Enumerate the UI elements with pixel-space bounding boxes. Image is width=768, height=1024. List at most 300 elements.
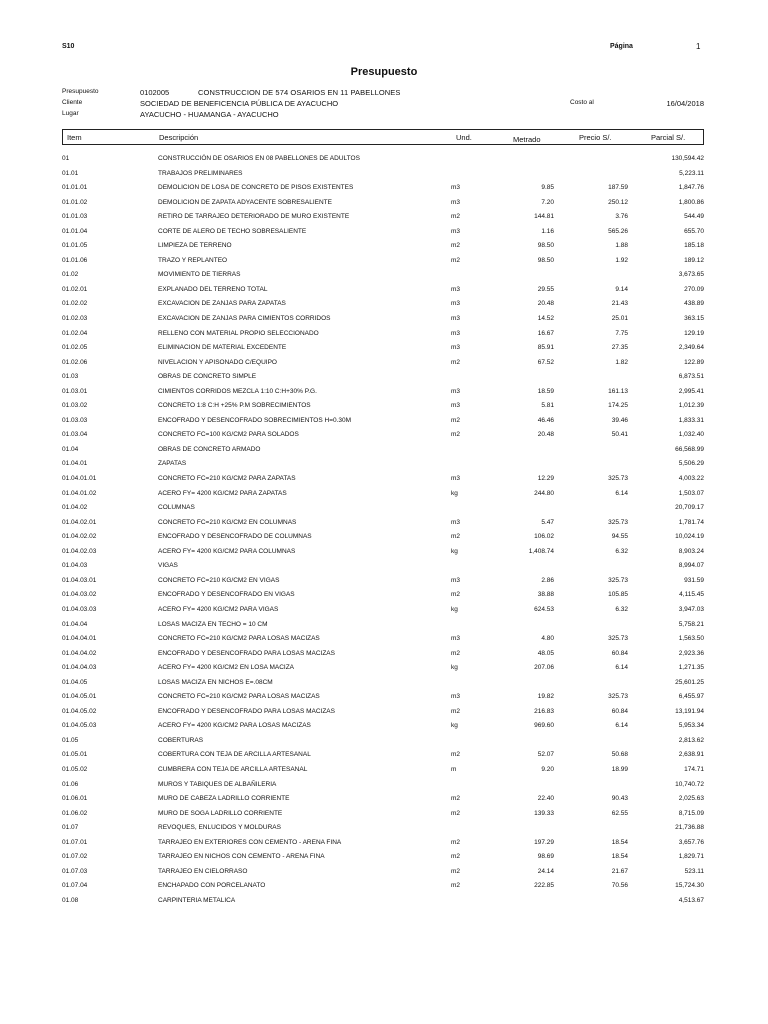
cell-item: 01.04.03.02 [62, 591, 97, 599]
cell-description: CONSTRUCCIÓN DE OSARIOS EN 08 PABELLONES DE ADULTOS [158, 155, 360, 162]
table-row [62, 792, 704, 807]
cell-unit: m2 [451, 867, 461, 875]
table-row [62, 167, 704, 182]
cell-item: 01.04.04.03 [62, 664, 97, 672]
cell-parcial: 655.70 [684, 227, 704, 235]
column-header-item: Item [67, 133, 82, 142]
cell-parcial: 8,903.24 [678, 547, 704, 555]
table-row [62, 225, 704, 240]
cell-parcial: 21,736.88 [675, 824, 704, 832]
table-row [62, 588, 704, 603]
cell-unit: m2 [451, 416, 461, 424]
cell-parcial: 2,025.63 [678, 795, 704, 803]
cell-description: CONCRETO FC=210 KG/CM2 EN VIGAS [158, 576, 280, 584]
cell-unit: kg [451, 489, 458, 497]
meta-lugar-row [62, 110, 712, 121]
cell-metrado: 85.91 [537, 344, 554, 352]
column-header-metrado: Metrado [513, 135, 541, 144]
table-row [62, 327, 704, 342]
cell-parcial: 5,953.34 [678, 722, 704, 730]
table-row [62, 370, 704, 385]
cell-parcial: 185.18 [684, 242, 704, 250]
cell-parcial: 438.89 [684, 300, 704, 308]
cell-precio: 105.85 [608, 591, 628, 599]
cell-item: 01.01.02 [62, 198, 88, 206]
cell-description: CONCRETO FC=210 KG/CM2 EN COLUMNAS [158, 518, 297, 526]
table-row [62, 865, 704, 880]
cell-unit: m3 [451, 387, 461, 395]
cell-precio: 325.73 [608, 576, 628, 584]
cell-parcial: 1,012.39 [678, 402, 704, 410]
table-row [62, 312, 704, 327]
cell-metrado: 48.05 [537, 649, 554, 657]
cell-precio: 18.99 [611, 765, 628, 773]
cell-item: 01.04.05.03 [62, 722, 97, 730]
cell-parcial: 1,829.71 [678, 853, 704, 861]
cell-metrado: 624.53 [534, 605, 554, 613]
cell-description: CARPINTERIA METALICA [158, 896, 236, 904]
table-row [62, 297, 704, 312]
table-row [62, 559, 704, 574]
cell-parcial: 6,455.97 [678, 693, 704, 701]
cell-metrado: 216.83 [534, 707, 554, 715]
cell-description: COBERTURAS [158, 736, 204, 744]
cell-item: 01.04.03 [62, 562, 88, 570]
cell-item: 01.04.03.03 [62, 605, 97, 613]
cell-parcial: 1,800.86 [678, 198, 704, 206]
cell-description: OBRAS DE CONCRETO ARMADO [158, 445, 261, 453]
cell-unit: m2 [451, 882, 461, 890]
table-row [62, 414, 704, 429]
cell-metrado: 5.81 [541, 402, 554, 410]
cell-description: CIMIENTOS CORRIDOS MEZCLA 1:10 C:H+30% P.G. [158, 387, 317, 395]
cell-metrado: 98.50 [537, 256, 554, 264]
table-row [62, 850, 704, 865]
cell-precio: 6.14 [615, 664, 628, 672]
cell-metrado: 20.48 [537, 431, 554, 439]
cell-metrado: 29.55 [537, 285, 554, 293]
table-row [62, 530, 704, 545]
presupuesto-code: 0102005 [140, 88, 170, 97]
cell-item: 01.04.02 [62, 504, 88, 512]
cell-description: ZAPATAS [158, 460, 187, 468]
table-row [62, 603, 704, 618]
cell-unit: m2 [451, 853, 461, 861]
cell-item: 01.07.03 [62, 867, 88, 875]
cell-unit: m3 [451, 285, 461, 293]
cell-item: 01.08 [62, 896, 79, 904]
cell-precio: 9.14 [615, 285, 628, 293]
cell-precio: 6.32 [615, 605, 628, 613]
column-header-precio: Precio S/. [579, 133, 612, 142]
cell-item: 01.04.04.02 [62, 649, 97, 657]
table-row [62, 748, 704, 763]
presupuesto-label: Presupuesto [62, 88, 99, 95]
cell-description: LIMPIEZA DE TERRENO [158, 242, 232, 250]
cell-unit: m2 [451, 213, 461, 221]
cell-description: CONCRETO 1:8 C:H +25% P.M SOBRECIMIENTOS [158, 402, 311, 410]
cell-unit: m3 [451, 518, 461, 526]
cell-item: 01.07 [62, 824, 79, 832]
cell-item: 01.04.05 [62, 678, 88, 686]
cell-precio: 174.25 [608, 402, 628, 410]
cell-description: ACERO FY= 4200 KG/CM2 EN LOSA MACIZA [158, 664, 295, 672]
table-row [62, 516, 704, 531]
cell-description: TRAZO Y REPLANTEO [158, 256, 228, 264]
cell-parcial: 129.19 [684, 329, 704, 337]
table-row [62, 443, 704, 458]
cell-parcial: 15,724.30 [675, 882, 704, 890]
cell-item: 01.03.04 [62, 431, 88, 439]
cell-item: 01.04.05.01 [62, 693, 97, 701]
cell-parcial: 10,740.72 [675, 780, 704, 788]
cell-metrado: 14.52 [537, 315, 554, 323]
cell-item: 01.02.04 [62, 329, 88, 337]
cell-metrado: 9.85 [541, 184, 554, 192]
cliente-label: Cliente [62, 99, 83, 106]
cell-metrado: 106.02 [534, 533, 554, 541]
cell-metrado: 9.20 [541, 765, 554, 773]
cell-unit: m2 [451, 751, 461, 759]
cell-metrado: 46.46 [537, 416, 554, 424]
cell-parcial: 2,813.62 [678, 736, 704, 744]
budget-table-body [62, 152, 704, 908]
table-row [62, 647, 704, 662]
cliente-value: SOCIEDAD DE BENEFICENCIA PÚBLICA DE AYACUCHO [140, 99, 339, 108]
cell-description: MURO DE CABEZA LADRILLO CORRIENTE [158, 795, 290, 803]
costo-date: 16/04/2018 [666, 99, 704, 108]
cell-parcial: 5,506.29 [678, 460, 704, 468]
cell-precio: 187.59 [608, 184, 628, 192]
cell-description: CONCRETO FC=100 KG/CM2 PARA SOLADOS [158, 431, 299, 439]
cell-description: REVOQUES, ENLUCIDOS Y MOLDURAS [158, 824, 281, 832]
cell-unit: kg [451, 722, 458, 730]
lugar-value: AYACUCHO - HUAMANGA - AYACUCHO [140, 110, 279, 119]
cell-precio: 21.67 [611, 867, 628, 875]
cell-parcial: 1,563.50 [678, 635, 704, 643]
table-row [62, 254, 704, 269]
cell-parcial: 130,594.42 [671, 155, 704, 162]
cell-metrado: 244.80 [534, 489, 554, 497]
cell-item: 01.02 [62, 271, 79, 279]
cell-parcial: 2,923.36 [678, 649, 704, 657]
cell-description: NIVELACION Y APISONADO C/EQUIPO [158, 358, 277, 366]
cell-unit: m3 [451, 402, 461, 410]
table-row [62, 632, 704, 647]
table-row [62, 457, 704, 472]
cell-unit: m2 [451, 431, 461, 439]
cell-unit: m3 [451, 576, 461, 584]
document-title: Presupuesto [350, 66, 418, 78]
cell-description: MURO DE SOGA LADRILLO CORRIENTE [158, 809, 283, 817]
cell-description: RELLENO CON MATERIAL PROPIO SELECCIONADO [158, 329, 319, 337]
cell-description: LOSAS MACIZA EN NICHOS E=.08CM [158, 678, 273, 686]
cell-precio: 50.41 [611, 431, 628, 439]
cell-metrado: 16.67 [537, 329, 554, 337]
cell-unit: m2 [451, 838, 461, 846]
cell-unit: m3 [451, 344, 461, 352]
cell-precio: 325.73 [608, 518, 628, 526]
table-row [62, 705, 704, 720]
cell-unit: kg [451, 547, 458, 555]
cell-metrado: 144.81 [534, 213, 554, 221]
cell-description: CONCRETO FC=210 KG/CM2 PARA ZAPATAS [158, 475, 296, 483]
cell-parcial: 13,191.94 [675, 707, 704, 715]
cell-unit: m2 [451, 809, 461, 817]
cell-metrado: 98.50 [537, 242, 554, 250]
cell-parcial: 2,349.64 [678, 344, 704, 352]
cell-description: OBRAS DE CONCRETO SIMPLE [158, 373, 257, 381]
cell-item: 01.05.01 [62, 751, 88, 759]
cell-metrado: 38.88 [537, 591, 554, 599]
cell-precio: 1.92 [615, 256, 628, 264]
cell-metrado: 139.33 [534, 809, 554, 817]
cell-item: 01.04 [62, 445, 79, 453]
cell-metrado: 222.85 [534, 882, 554, 890]
cell-item: 01.03.01 [62, 387, 88, 395]
cell-item: 01.01.05 [62, 242, 88, 250]
cell-item: 01.01.04 [62, 227, 88, 235]
cell-unit: kg [451, 605, 458, 613]
cell-unit: m [451, 765, 457, 773]
cell-metrado: 18.59 [537, 387, 554, 395]
cell-item: 01.04.04.01 [62, 635, 97, 643]
cell-precio: 18.54 [611, 853, 628, 861]
cell-description: ENCOFRADO Y DESENCOFRADO PARA LOSAS MACIZAS [158, 649, 335, 657]
cell-item: 01.04.01.01 [62, 475, 97, 483]
cell-metrado: 2.86 [541, 576, 554, 584]
cell-precio: 1.82 [615, 358, 628, 366]
cell-precio: 60.84 [611, 707, 628, 715]
cell-item: 01.01 [62, 169, 79, 177]
budget-meta [62, 88, 712, 121]
cell-precio: 565.26 [608, 227, 628, 235]
cell-parcial: 10,024.19 [675, 533, 704, 541]
cell-description: DEMOLICION DE ZAPATA ADYACENTE SOBRESALIENTE [158, 198, 332, 206]
cell-parcial: 122.89 [684, 358, 704, 366]
cell-unit: m2 [451, 591, 461, 599]
cell-description: ENCOFRADO Y DESENCOFRADO DE COLUMNAS [158, 533, 312, 541]
cell-precio: 161.13 [608, 387, 628, 395]
cell-parcial: 4,513.67 [678, 896, 704, 904]
cell-precio: 250.12 [608, 198, 628, 206]
cell-precio: 39.46 [611, 416, 628, 424]
cell-item: 01.02.05 [62, 344, 88, 352]
cell-item: 01.07.04 [62, 882, 88, 890]
table-row [62, 879, 704, 894]
cell-item: 01 [62, 155, 70, 162]
cell-item: 01.05 [62, 736, 79, 744]
cell-metrado: 22.40 [537, 795, 554, 803]
cell-item: 01.03.03 [62, 416, 88, 424]
cell-description: ACERO FY= 4200 KG/CM2 PARA COLUMNAS [158, 547, 296, 555]
table-row [62, 618, 704, 633]
cell-metrado: 4.80 [541, 635, 554, 643]
table-row [62, 428, 704, 443]
cell-precio: 62.55 [611, 809, 628, 817]
cell-unit: kg [451, 664, 458, 672]
cell-description: ELIMINACION DE MATERIAL EXCEDENTE [158, 344, 287, 352]
cell-item: 01.05.02 [62, 765, 88, 773]
cell-item: 01.02.06 [62, 358, 88, 366]
cell-precio: 60.84 [611, 649, 628, 657]
cell-precio: 325.73 [608, 635, 628, 643]
table-row [62, 283, 704, 298]
cell-item: 01.04.02.03 [62, 547, 97, 555]
cell-parcial: 1,833.31 [678, 416, 704, 424]
cell-parcial: 1,271.35 [678, 664, 704, 672]
cell-parcial: 174.71 [684, 765, 704, 773]
cell-metrado: 1.16 [541, 227, 554, 235]
cell-description: ACERO FY= 4200 KG/CM2 PARA ZAPATAS [158, 489, 287, 497]
cell-description: ENCOFRADO Y DESENCOFRADO PARA LOSAS MACIZAS [158, 707, 335, 715]
cell-parcial: 2,995.41 [678, 387, 704, 395]
table-row [62, 152, 704, 167]
table-header [62, 129, 704, 145]
cell-metrado: 52.07 [537, 751, 554, 759]
cell-parcial: 20,709.17 [675, 504, 704, 512]
cell-metrado: 67.52 [537, 358, 554, 366]
table-row [62, 690, 704, 705]
cell-metrado: 7.20 [541, 198, 554, 206]
cell-metrado: 98.69 [537, 853, 554, 861]
cell-description: LOSAS MACIZA EN TECHO = 10 CM [158, 620, 268, 628]
table-row [62, 239, 704, 254]
cell-metrado: 969.60 [534, 722, 554, 730]
table-row [62, 472, 704, 487]
column-header-descripcion: Descripción [159, 133, 199, 142]
table-row [62, 268, 704, 283]
cell-precio: 6.32 [615, 547, 628, 555]
cell-metrado: 1,408.74 [528, 547, 554, 555]
software-label: S10 [62, 43, 75, 50]
cell-precio: 27.35 [611, 344, 628, 352]
cell-metrado: 197.29 [534, 838, 554, 846]
cell-description: EXPLANADO DEL TERRENO TOTAL [158, 285, 268, 293]
cell-parcial: 4,003.22 [678, 475, 704, 483]
cell-unit: m3 [451, 693, 461, 701]
page-number: 1 [696, 42, 701, 51]
cell-unit: m3 [451, 315, 461, 323]
cell-description: CONCRETO FC=210 KG/CM2 PARA LOSAS MACIZAS [158, 635, 320, 643]
cell-parcial: 1,781.74 [678, 518, 704, 526]
cell-parcial: 1,032.40 [678, 431, 704, 439]
column-header-parcial: Parcial S/. [651, 133, 686, 142]
cell-precio: 21.43 [611, 300, 628, 308]
cell-description: MUROS Y TABIQUES DE ALBAÑILERIA [158, 780, 277, 788]
cell-item: 01.01.03 [62, 213, 88, 221]
cell-parcial: 189.12 [684, 256, 704, 264]
cell-unit: m2 [451, 795, 461, 803]
table-row [62, 181, 704, 196]
table-row [62, 836, 704, 851]
lugar-label: Lugar [62, 110, 79, 117]
cell-item: 01.04.02.01 [62, 518, 97, 526]
cell-precio: 94.55 [611, 533, 628, 541]
cell-precio: 50.68 [611, 751, 628, 759]
cell-parcial: 523.11 [684, 867, 704, 875]
cell-parcial: 3,673.65 [678, 271, 704, 279]
cell-parcial: 66,568.99 [675, 445, 704, 453]
table-row [62, 778, 704, 793]
cell-precio: 1.88 [615, 242, 628, 250]
cell-precio: 70.56 [611, 882, 628, 890]
cell-precio: 6.14 [615, 722, 628, 730]
cell-precio: 6.14 [615, 489, 628, 497]
cell-parcial: 8,994.07 [678, 562, 704, 570]
cell-item: 01.04.02.02 [62, 533, 97, 541]
cell-description: TARRAJEO EN NICHOS CON CEMENTO - ARENA FINA [158, 853, 325, 861]
cell-item: 01.04.05.02 [62, 707, 97, 715]
cell-description: ACERO FY= 4200 KG/CM2 PARA VIGAS [158, 605, 279, 613]
cell-description: DEMOLICION DE LOSA DE CONCRETO DE PISOS EXISTENTES [158, 184, 354, 192]
cell-description: MOVIMIENTO DE TIERRAS [158, 271, 241, 279]
cell-item: 01.04.03.01 [62, 576, 97, 584]
meta-cliente-row [62, 99, 712, 110]
cell-parcial: 931.59 [684, 576, 704, 584]
cell-description: ACERO FY= 4200 KG/CM2 PARA LOSAS MACIZAS [158, 722, 311, 730]
cell-description: CONCRETO FC=210 KG/CM2 PARA LOSAS MACIZAS [158, 693, 320, 701]
cell-precio: 325.73 [608, 693, 628, 701]
cell-parcial: 8,715.09 [678, 809, 704, 817]
cell-parcial: 3,947.03 [678, 605, 704, 613]
cell-description: ENCOFRADO Y DESENCOFRADO SOBRECIMIENTOS H=0.30M [158, 416, 352, 424]
cell-unit: m3 [451, 300, 461, 308]
cell-item: 01.02.02 [62, 300, 88, 308]
cell-parcial: 1,847.76 [678, 184, 704, 192]
cell-description: VIGAS [158, 562, 178, 570]
meta-presupuesto-row [62, 88, 712, 99]
cell-precio: 3.76 [615, 213, 628, 221]
cell-item: 01.06.01 [62, 795, 88, 803]
cell-description: CORTE DE ALERO DE TECHO SOBRESALIENTE [158, 227, 307, 235]
cell-description: EXCAVACION DE ZANJAS PARA CIMIENTOS CORRIDOS [158, 315, 331, 323]
cell-item: 01.07.02 [62, 853, 88, 861]
cell-parcial: 5,758.21 [678, 620, 704, 628]
cell-precio: 7.75 [615, 329, 628, 337]
cell-description: ENCHAPADO CON PORCELANATO [158, 882, 266, 890]
cell-parcial: 4,115.45 [679, 591, 704, 599]
table-row [62, 734, 704, 749]
cell-item: 01.01.06 [62, 256, 88, 264]
presupuesto-description: CONSTRUCCION DE 574 OSARIOS EN 11 PABELLONES [198, 88, 401, 97]
cell-item: 01.02.03 [62, 315, 88, 323]
cell-item: 01.06.02 [62, 809, 88, 817]
table-row [62, 661, 704, 676]
cell-unit: m2 [451, 358, 461, 366]
cell-parcial: 5,223.11 [679, 169, 704, 177]
cell-description: TARRAJEO EN EXTERIORES CON CEMENTO - ARENA FINA [158, 838, 342, 846]
cell-parcial: 3,657.76 [678, 838, 704, 846]
cell-parcial: 6,873.51 [678, 373, 704, 381]
cell-unit: m2 [451, 533, 461, 541]
table-row [62, 763, 704, 778]
cell-item: 01.06 [62, 780, 79, 788]
cell-description: COLUMNAS [158, 504, 195, 512]
table-row [62, 385, 704, 400]
column-header-und: Und. [456, 133, 472, 142]
cell-unit: m2 [451, 707, 461, 715]
cell-unit: m3 [451, 198, 461, 206]
table-row [62, 399, 704, 414]
cell-precio: 18.54 [611, 838, 628, 846]
table-row [62, 821, 704, 836]
table-row [62, 545, 704, 560]
cell-metrado: 207.06 [534, 664, 554, 672]
cell-unit: m2 [451, 649, 461, 657]
table-row [62, 676, 704, 691]
table-row [62, 341, 704, 356]
